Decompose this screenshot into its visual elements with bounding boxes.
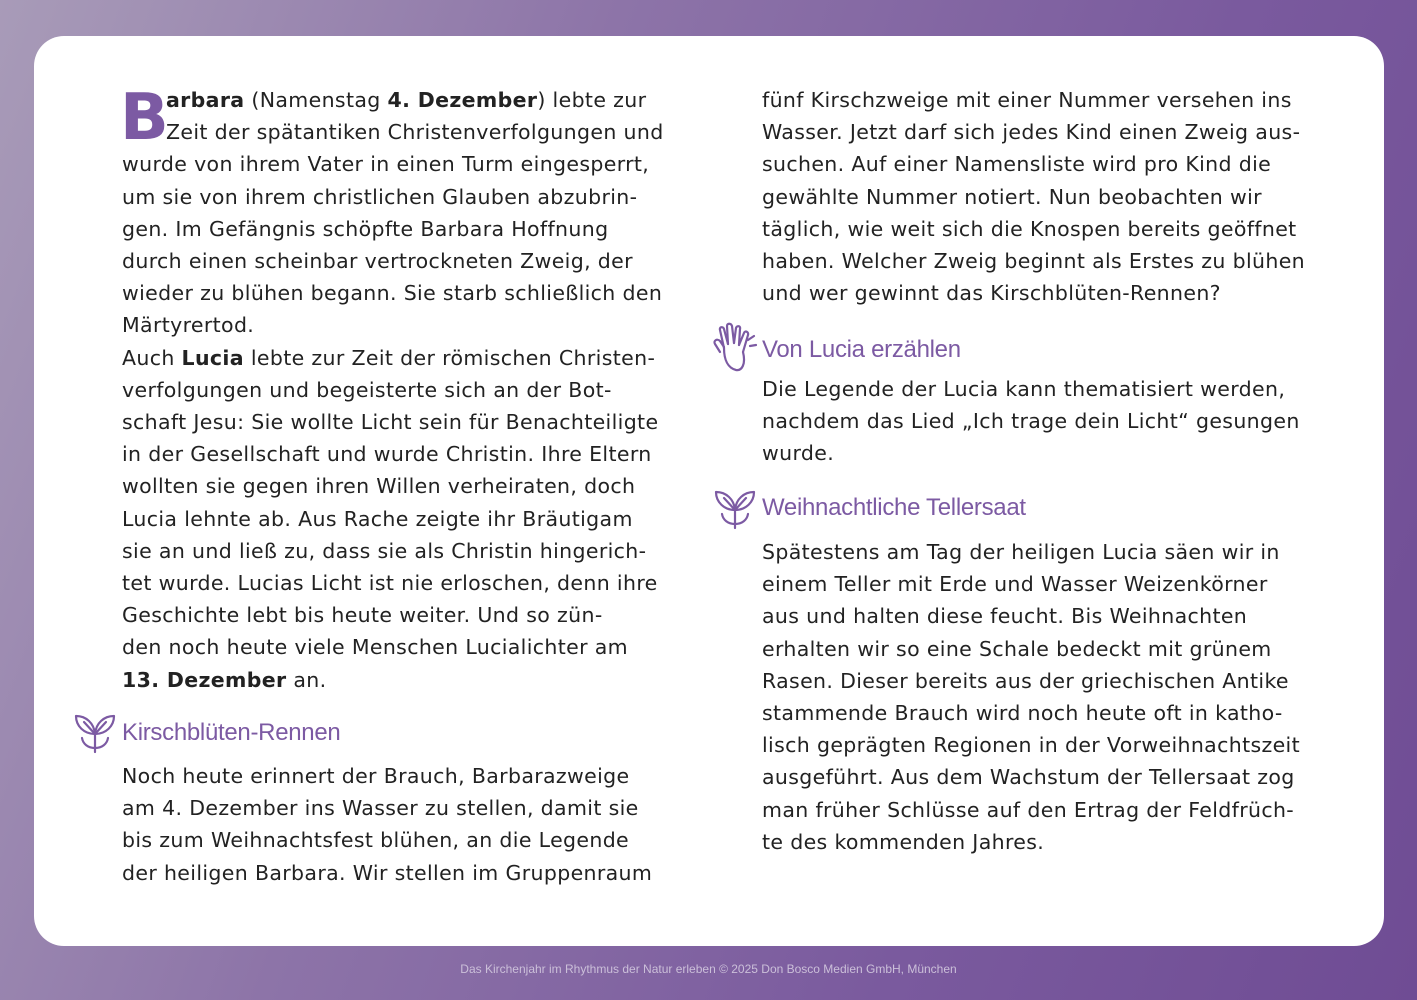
text-line: wurde. (762, 441, 835, 466)
text-line: man früher Schlüsse auf den Ertrag der Feldfrüch- (762, 797, 1295, 822)
text-line: wieder zu blühen begann. Sie starb schließlich den (122, 281, 663, 306)
kirschblueten-heading: Kirschblüten-Rennen (122, 719, 341, 746)
text-line: gewählte Nummer notiert. Nun beobachten wir (762, 184, 1262, 209)
text-line: Noch heute erinnert der Brauch, Barbarazweige (122, 764, 630, 788)
hand-icon (710, 322, 758, 374)
drop-cap: B (120, 81, 169, 155)
text-line: wurde von ihrem Vater in einen Turm eingesperrt, (122, 152, 650, 177)
text-line: den noch heute viele Menschen Lucialichter am (122, 635, 628, 660)
text-line: haben. Welcher Zweig beginnt als Erstes zu blühen (762, 249, 1306, 274)
sprout-icon (712, 484, 758, 530)
text-line: bis zum Weihnachtsfest blühen, an die Legende (122, 828, 630, 853)
kirschblueten-continued-paragraph (762, 84, 1322, 309)
text-line: gen. Im Gefängnis schöpfte Barbara Hoffnung (122, 216, 609, 241)
text-line: Die Legende der Lucia kann thematisiert werden, (762, 377, 1286, 401)
text-line: am 4. Dezember ins Wasser zu stellen, damit sie (122, 796, 639, 821)
copyright-footer: Das Kirchenjahr im Rhythmus der Natur erleben © 2025 Don Bosco Medien GmbH, München (460, 962, 957, 976)
text-line: lisch geprägten Regionen in der Vorweihnachtszeit (762, 733, 1300, 758)
text-line: Rasen. Dieser bereits aus der griechischen Antike (762, 668, 1289, 693)
text-line: täglich, wie weit sich die Knospen bereits geöffnet (762, 216, 1297, 241)
text-line: te des kommenden Jahres. (762, 829, 1045, 854)
text-line: aus und halten diese feucht. Bis Weihnachten (762, 604, 1248, 629)
lucia-paragraph (762, 373, 1322, 470)
kirschblueten-paragraph (122, 760, 682, 889)
text-line: und wer gewinnt das Kirschblüten-Rennen? (762, 281, 1221, 306)
tellersaat-paragraph (762, 536, 1322, 858)
text-line: Geschichte lebt bis heute weiter. Und so zün- (122, 603, 603, 628)
text-line: durch einen scheinbar vertrockneten Zweig, der (122, 249, 633, 274)
text-line: um sie von ihrem christlichen Glauben abzubrin- (122, 184, 638, 209)
text-line: tet wurde. Lucias Licht ist nie erloschen, denn ihre (122, 571, 658, 596)
text-line: der heiligen Barbara. Wir stellen im Gruppenraum (122, 860, 653, 885)
text-line: verfolgungen und begeisterte sich an der Bot- (122, 377, 612, 402)
text-line: Lucia lehnte ab. Aus Rache zeigte ihr Bräutigam (122, 506, 633, 531)
text-line: wollten sie gegen ihren Willen verheiraten, doch (122, 474, 636, 499)
barbara-paragraph (120, 81, 682, 696)
text-line: einem Teller mit Erde und Wasser Weizenkörner (762, 572, 1268, 597)
text-line: nachdem das Lied „Ich trage dein Licht“ gesungen (762, 409, 1300, 434)
text-line: schaft Jesu: Sie wollte Licht sein für Benachteiligte (122, 410, 659, 435)
content-card (34, 36, 1384, 946)
text-line: fünf Kirschzweige mit einer Nummer versehen ins (762, 88, 1292, 112)
text-line: suchen. Auf einer Namensliste wird pro Kind die (762, 152, 1272, 177)
text-line: Zeit der spätantiken Christenverfolgungen und (166, 120, 664, 145)
text-line: 13. Dezember an. (122, 667, 327, 692)
text-line: arbara (Namenstag 4. Dezember) lebte zur (166, 88, 647, 112)
text-line: stammende Brauch wird noch heute oft in katho- (762, 701, 1283, 726)
lucia-heading: Von Lucia erzählen (762, 336, 961, 363)
text-line: in der Gesellschaft und wurde Christin. Ihre Eltern (122, 442, 652, 467)
text-line: erhalten wir so eine Schale bedeckt mit grünem (762, 636, 1272, 661)
tellersaat-heading: Weihnachtliche Tellersaat (762, 494, 1026, 521)
text-line: Spätestens am Tag der heiligen Lucia säen wir in (762, 540, 1280, 564)
sprout-icon (72, 708, 118, 754)
text-line: sie an und ließ zu, dass sie als Christin hingerich- (122, 538, 647, 563)
text-line: ausgeführt. Aus dem Wachstum der Tellersaat zog (762, 765, 1295, 790)
text-line: Wasser. Jetzt darf sich jedes Kind einen Zweig aus- (762, 120, 1301, 145)
text-line: Auch Lucia lebte zur Zeit der römischen Christen- (122, 345, 656, 370)
text-line: Märtyrertod. (122, 313, 255, 338)
